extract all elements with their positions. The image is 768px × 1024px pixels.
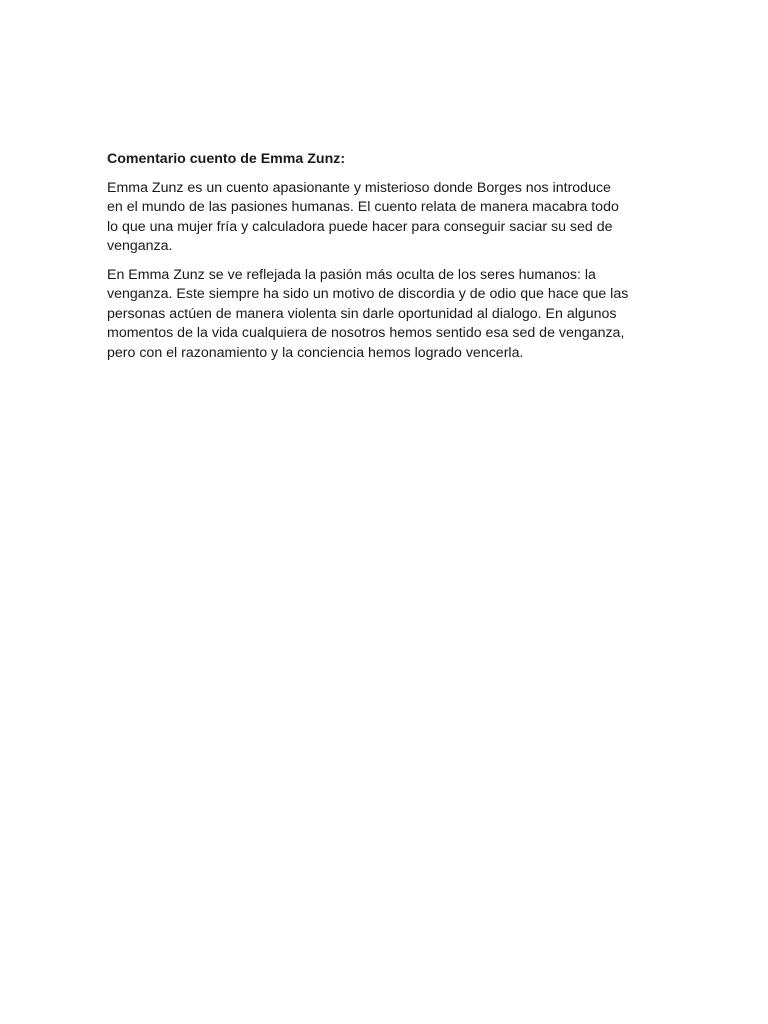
paragraph-1	[107, 179, 667, 257]
paragraph-line: venganza. Este siempre ha sido un motivo de discordia y de odio que hace que las	[107, 286, 629, 302]
paragraph-line: Emma Zunz es un cuento apasionante y misterioso donde Borges nos introduce	[107, 179, 611, 196]
document-title: Comentario cuento de Emma Zunz:	[107, 151, 346, 167]
paragraph-line: lo que una mujer fría y calculadora puede hacer para conseguir saciar su sed de	[107, 218, 613, 235]
paragraph-line: personas actúen de manera violenta sin darle oportunidad al dialogo. En algunos	[107, 305, 617, 322]
document-body	[107, 150, 667, 372]
paragraph-line: pero con el razonamiento y la conciencia hemos logrado vencerla.	[107, 344, 524, 361]
paragraph-2	[107, 266, 667, 364]
paragraph-line: en el mundo de las pasiones humanas. El cuento relata de manera macabra todo	[107, 199, 619, 215]
paragraph-line: venganza.	[107, 238, 173, 254]
paragraph-line: momentos de la vida cualquiera de nosotros hemos sentido esa sed de venganza,	[107, 325, 625, 341]
paragraph-line: En Emma Zunz se ve reflejada la pasión más oculta de los seres humanos: la	[107, 266, 596, 283]
